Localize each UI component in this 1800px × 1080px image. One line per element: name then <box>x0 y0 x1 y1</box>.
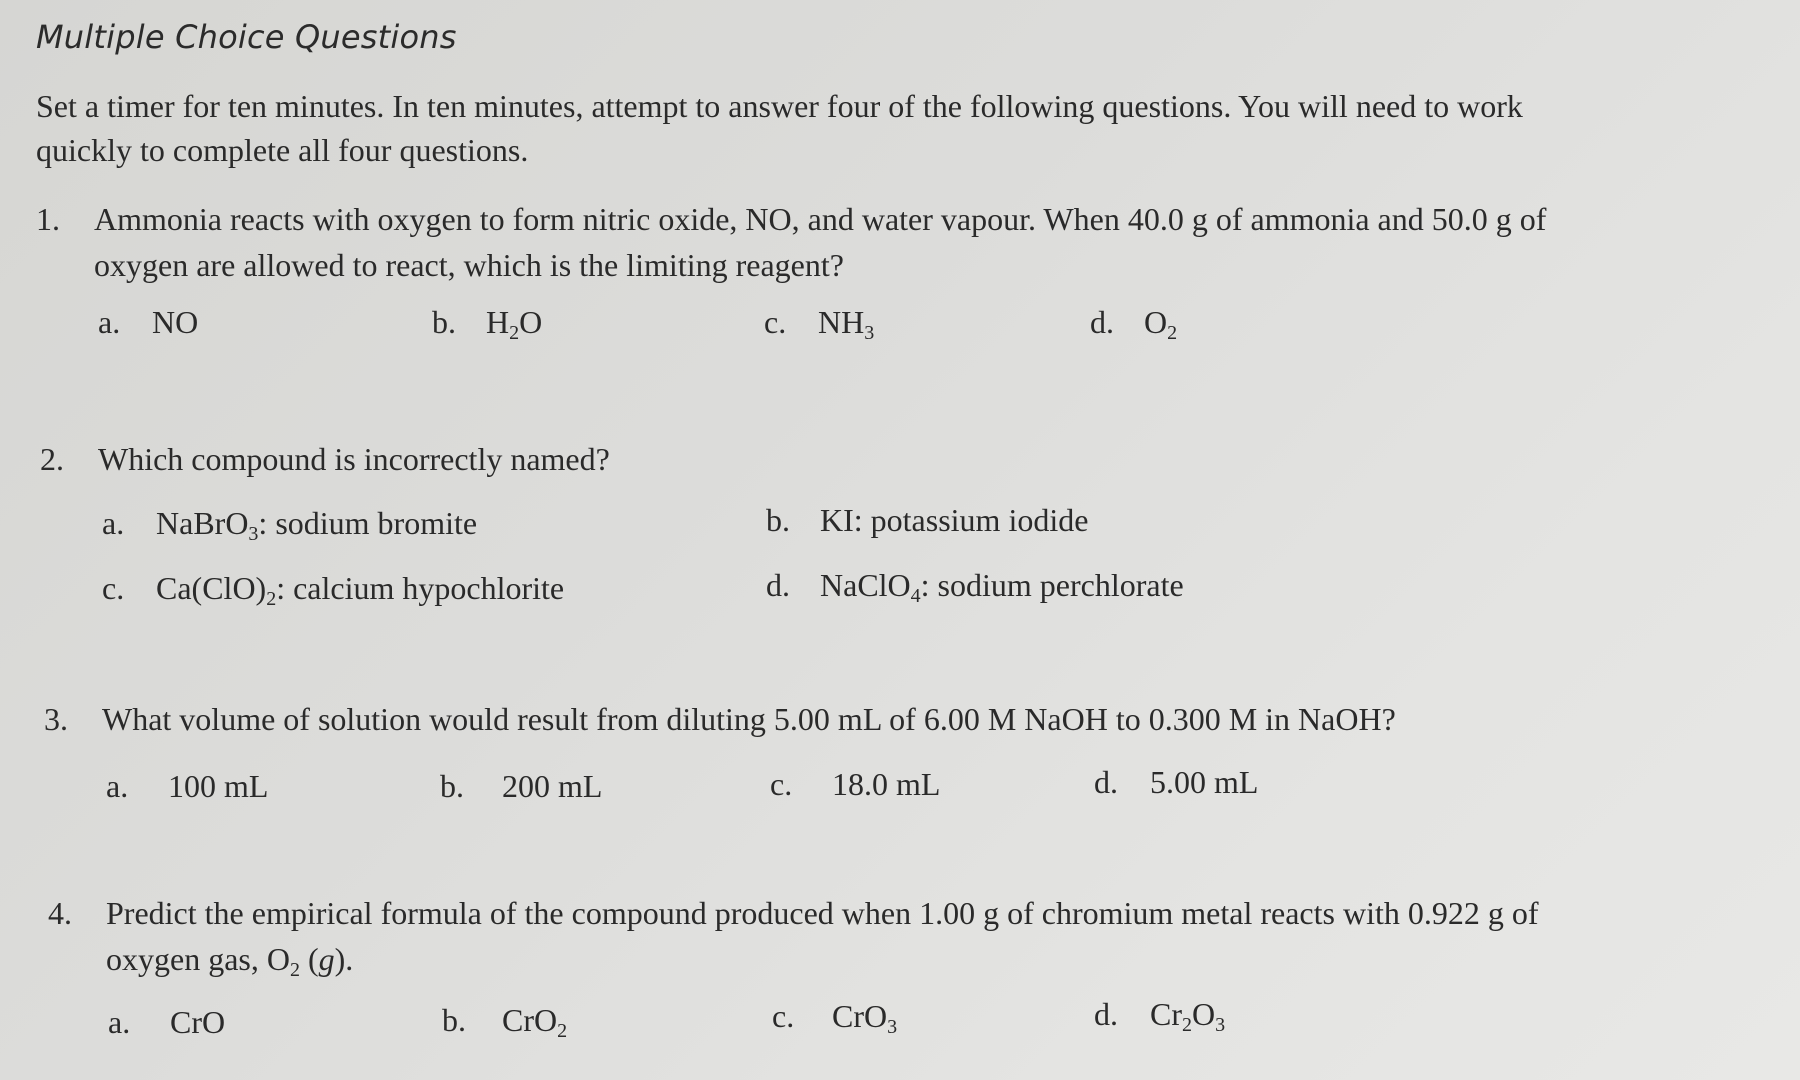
instructions-paragraph: Set a timer for ten minutes. In ten minutes, attempt to answer four of the following questions. You will need to work quickly to complete all four questions. <box>36 88 1523 168</box>
section-heading: Multiple Choice Questions <box>36 18 457 56</box>
q1-option-c[interactable] <box>764 304 875 344</box>
option-letter: b. <box>442 1002 466 1038</box>
subscript: 3 <box>864 322 875 344</box>
q3-option-b[interactable] <box>440 768 602 805</box>
option-text: Cr <box>1150 996 1182 1032</box>
option-letter: c. <box>772 998 795 1034</box>
subscript: 2 <box>1167 322 1178 344</box>
option-letter: c. <box>102 570 125 606</box>
question-text-part: ). <box>334 941 354 977</box>
subscript: 2 <box>509 322 520 344</box>
subscript: 3 <box>1215 1014 1226 1036</box>
option-text: NaClO <box>820 567 911 603</box>
subscript: 2 <box>557 1020 568 1042</box>
question-number: 3. <box>44 701 68 737</box>
option-text: 200 mL <box>502 768 603 804</box>
subscript: 4 <box>910 585 921 607</box>
option-text: CrO <box>832 998 888 1034</box>
subscript: 3 <box>248 523 259 545</box>
option-letter: a. <box>106 768 129 804</box>
option-letter: a. <box>102 505 125 541</box>
question-text: Which compound is incorrectly named? <box>98 441 610 477</box>
option-letter: d. <box>1094 764 1118 800</box>
q4-option-b[interactable] <box>442 1002 568 1042</box>
option-text: NH <box>818 304 865 340</box>
question-text: Ammonia reacts with oxygen to form nitric oxide, NO, and water vapour. When 40.0 g of ammonia and 50.0 g of oxygen are allowed to react, which is the limiting reagent? <box>94 201 1547 283</box>
option-letter: b. <box>766 502 790 538</box>
option-text: NaBrO <box>156 505 249 541</box>
option-letter: d. <box>1094 996 1118 1032</box>
q1-option-a[interactable] <box>98 304 198 341</box>
question-number: 1. <box>36 201 60 237</box>
question-text-part: Predict the empirical formula of the compound produced when 1.00 g of chromium metal reacts with 0.922 g of oxygen gas, O <box>106 895 1539 977</box>
option-letter: d. <box>766 567 790 603</box>
question-text <box>106 890 1586 982</box>
q1-option-b[interactable] <box>432 304 543 344</box>
option-letter: a. <box>108 1004 131 1040</box>
state-symbol: g <box>318 941 335 977</box>
option-text: 5.00 mL <box>1150 764 1259 800</box>
q2-option-b[interactable] <box>766 502 1088 539</box>
option-text: : calcium hypochlorite <box>276 570 565 606</box>
q2-option-d[interactable] <box>766 567 1184 607</box>
option-text: O <box>1144 304 1168 340</box>
option-letter: a. <box>98 304 121 340</box>
option-text: Ca(ClO) <box>156 570 267 606</box>
option-text: CrO <box>170 1004 226 1040</box>
subscript: 3 <box>887 1016 898 1038</box>
q3-option-c[interactable] <box>770 766 940 803</box>
option-text: 100 mL <box>168 768 269 804</box>
question-text-part: ( <box>299 941 319 977</box>
option-text: KI: potassium iodide <box>820 502 1089 538</box>
question-number: 4. <box>48 895 72 931</box>
q4-option-c[interactable] <box>772 998 898 1038</box>
question-text: What volume of solution would result from diluting 5.00 mL of 6.00 M NaOH to 0.300 M in NaOH? <box>102 701 1396 737</box>
q3-option-d[interactable] <box>1094 764 1258 801</box>
option-text: NO <box>152 304 199 340</box>
option-text: 18.0 mL <box>832 766 941 802</box>
option-text: H <box>486 304 510 340</box>
option-letter: b. <box>432 304 456 340</box>
q2-option-c[interactable] <box>102 570 565 610</box>
option-text: O <box>1192 996 1216 1032</box>
question-number: 2. <box>40 441 64 477</box>
option-letter: b. <box>440 768 464 804</box>
subscript: 2 <box>1182 1014 1192 1036</box>
q1-option-d[interactable] <box>1090 304 1178 344</box>
option-letter: c. <box>770 766 793 802</box>
option-text: : sodium perchlorate <box>920 567 1184 603</box>
option-text: : sodium bromite <box>258 505 478 541</box>
option-text: CrO <box>502 1002 558 1038</box>
q4-option-a[interactable] <box>108 1004 225 1041</box>
q2-option-a[interactable] <box>102 505 478 545</box>
q3-option-a[interactable] <box>106 768 268 805</box>
option-text: O <box>519 304 543 340</box>
option-letter: d. <box>1090 304 1114 340</box>
subscript: 2 <box>266 588 277 610</box>
subscript: 2 <box>289 959 300 981</box>
option-letter: c. <box>764 304 787 340</box>
q4-option-d[interactable] <box>1094 996 1226 1036</box>
